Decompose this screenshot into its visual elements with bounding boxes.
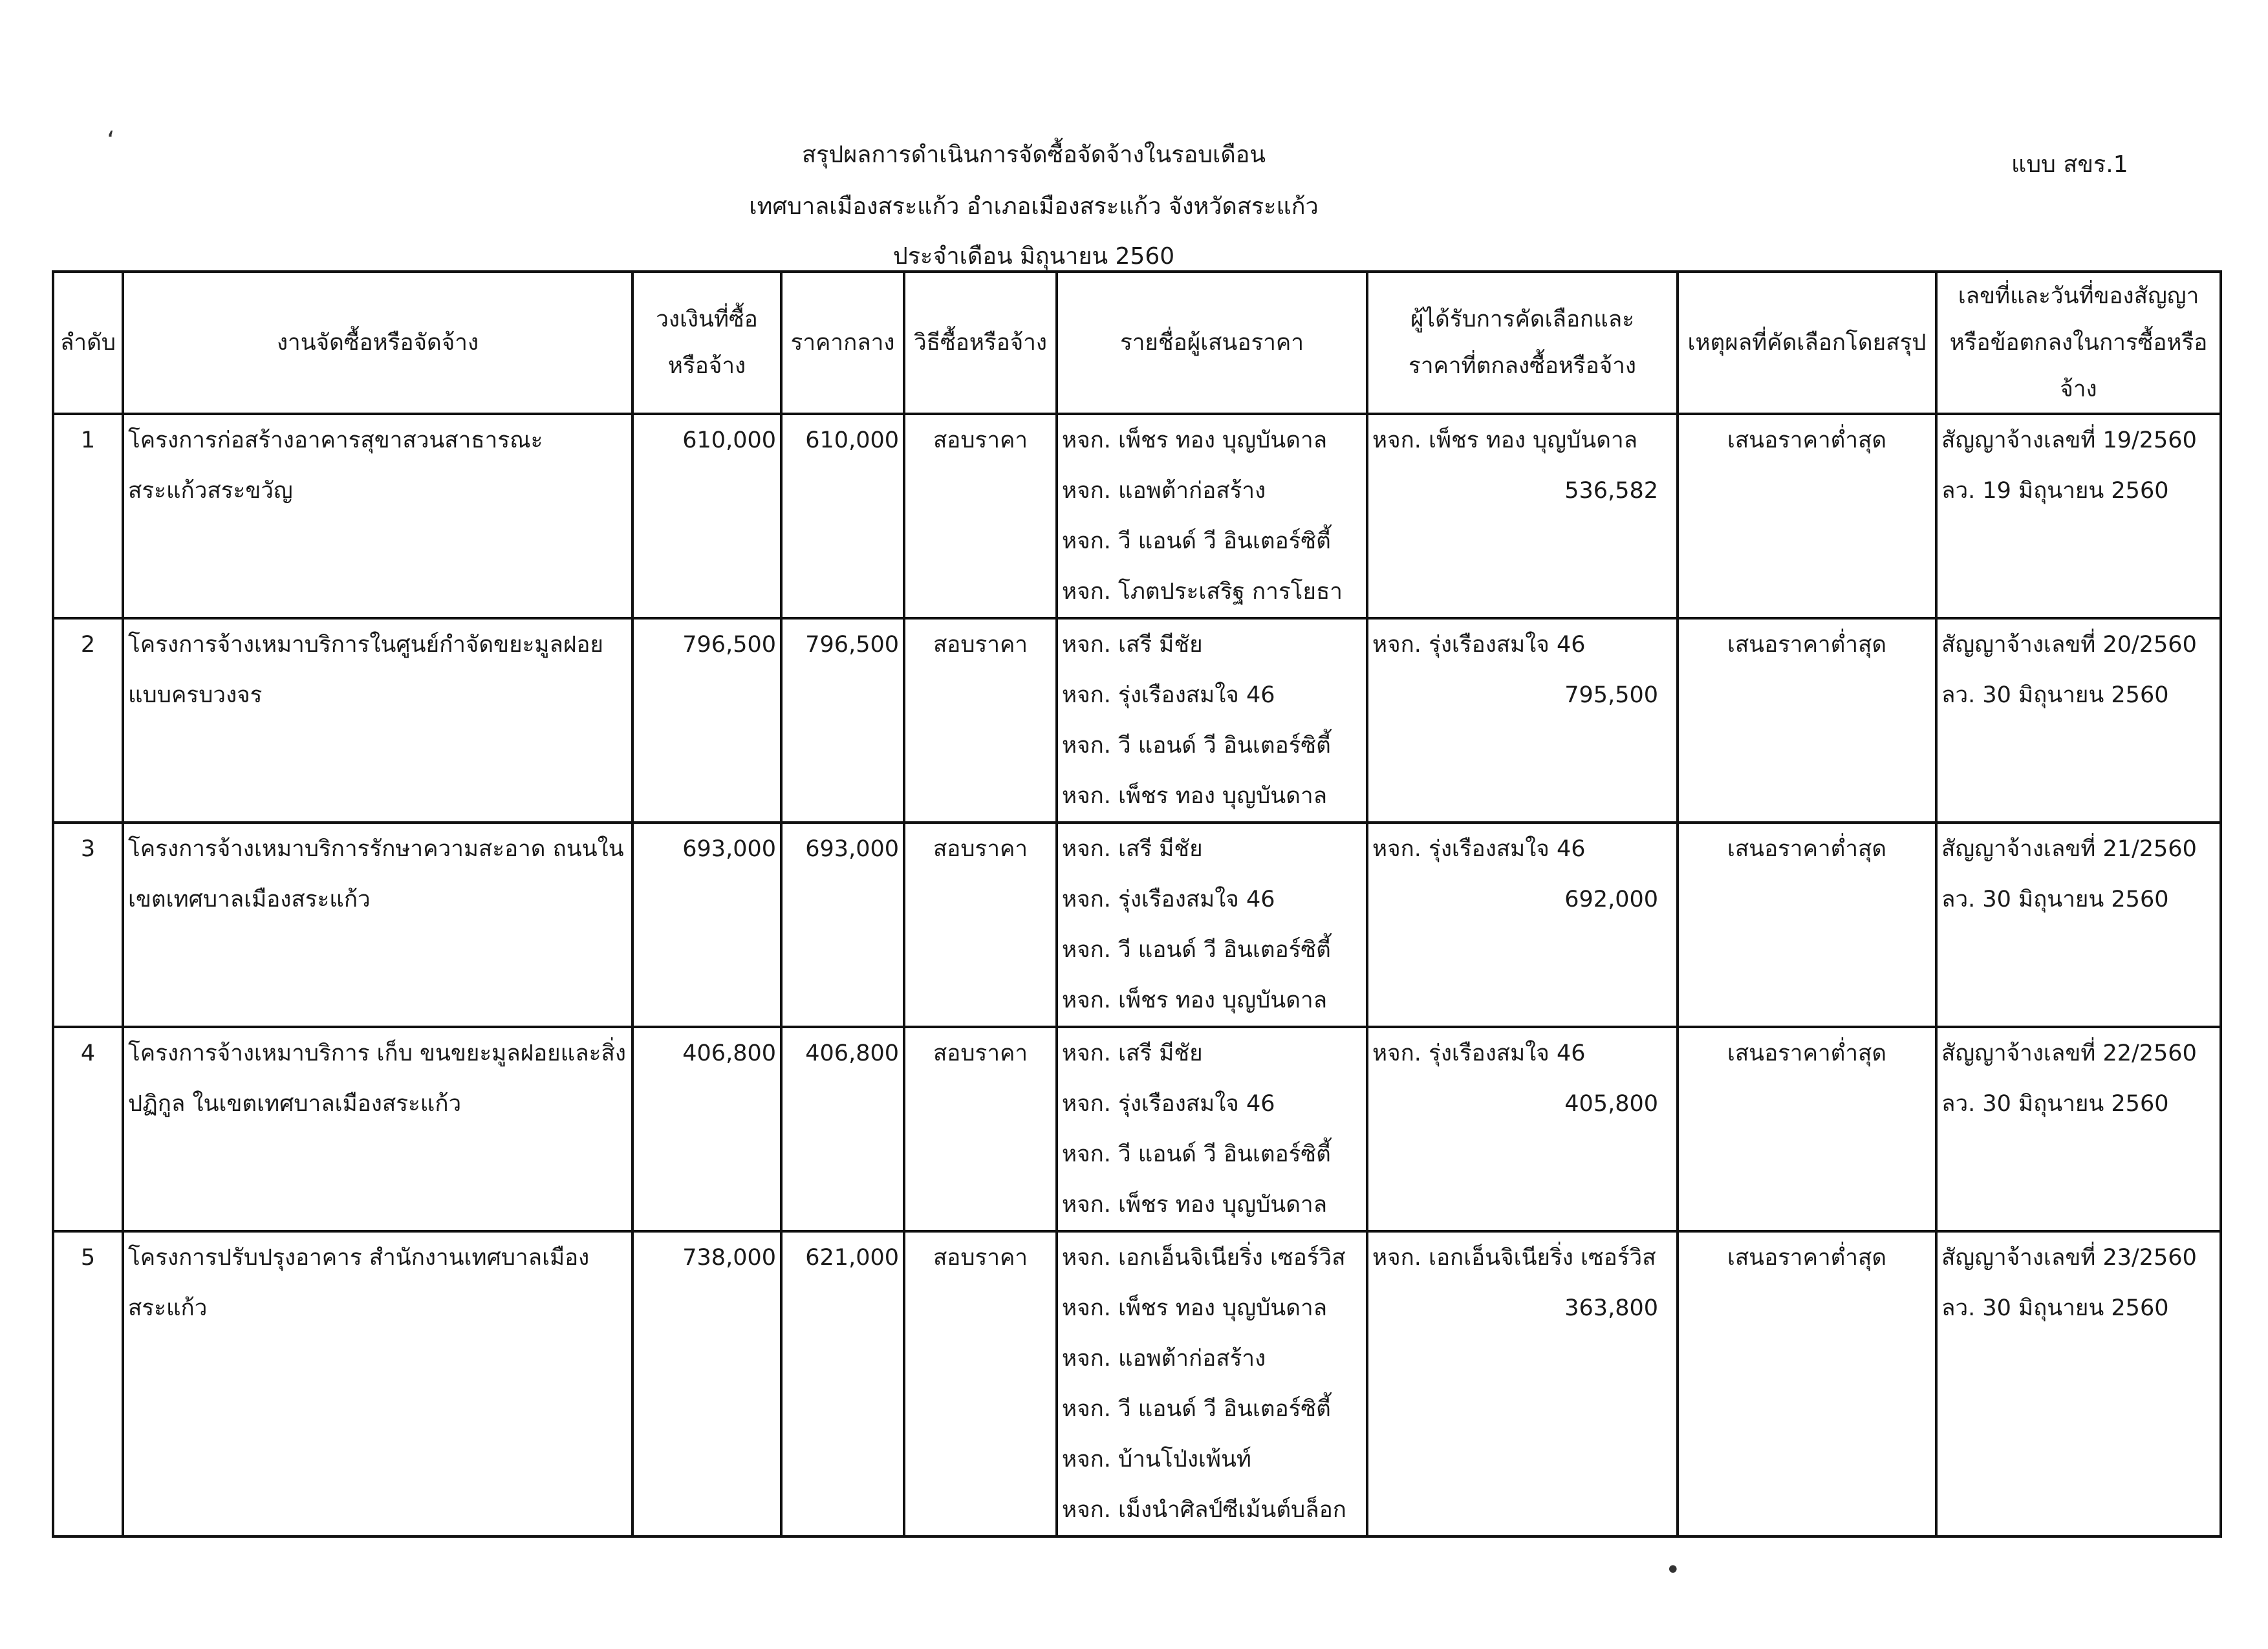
period-line: ประจำเดือน มิถุนายน 2560 bbox=[892, 243, 1175, 270]
col-header-winner: ผู้ได้รับการคัดเลือกและ ราคาที่ตกลงซื้อหรือจ้าง bbox=[1367, 272, 1678, 414]
scan-mark: ʻ bbox=[107, 126, 115, 156]
cell-contract: สัญญาจ้างเลขที่ 19/2560 ลว. 19 มิถุนายน 2560 bbox=[1936, 414, 2221, 618]
cell-no: 4 bbox=[53, 1027, 123, 1231]
cell-reason: เสนอราคาต่ำสุด bbox=[1678, 1231, 1936, 1536]
col-header-method: วิธีซื้อหรือจ้าง bbox=[904, 272, 1057, 414]
cell-project: โครงการปรับปรุงอาคาร สำนักงานเทศบาลเมืองสระแก้ว bbox=[123, 1231, 632, 1536]
cell-no: 2 bbox=[53, 618, 123, 823]
table-row bbox=[53, 1027, 2221, 1231]
municipality-line: เทศบาลเมืองสระแก้ว อำเภอเมืองสระแก้ว จังหวัดสระแก้ว bbox=[749, 193, 1319, 220]
col-header-project: งานจัดซื้อหรือจัดจ้าง bbox=[123, 272, 632, 414]
cell-method: สอบราคา bbox=[904, 618, 1057, 823]
cell-median-price: 406,800 bbox=[781, 1027, 904, 1231]
cell-project: โครงการก่อสร้างอาคารสุขาสวนสาธารณะ สระแก้วสระขวัญ bbox=[123, 414, 632, 618]
cell-reason: เสนอราคาต่ำสุด bbox=[1678, 414, 1936, 618]
cell-median-price: 610,000 bbox=[781, 414, 904, 618]
cell-method: สอบราคา bbox=[904, 1231, 1057, 1536]
cell-project: โครงการจ้างเหมาบริการ เก็บ ขนขยะมูลฝอยและสิ่งปฏิกูล ในเขตเทศบาลเมืองสระแก้ว bbox=[123, 1027, 632, 1231]
table-row bbox=[53, 618, 2221, 823]
cell-winner: หจก. เพ็ชร ทอง บุญบันดาล 536,582 bbox=[1367, 414, 1678, 618]
cell-winner: หจก. รุ่งเรืองสมใจ 46 795,500 bbox=[1367, 618, 1678, 823]
cell-contract: สัญญาจ้างเลขที่ 21/2560 ลว. 30 มิถุนายน 2560 bbox=[1936, 823, 2221, 1027]
cell-budget: 738,000 bbox=[632, 1231, 781, 1536]
cell-no: 1 bbox=[53, 414, 123, 618]
cell-budget: 796,500 bbox=[632, 618, 781, 823]
cell-project: โครงการจ้างเหมาบริการในศูนย์กำจัดขยะมูลฝอยแบบครบวงจร bbox=[123, 618, 632, 823]
cell-median-price: 621,000 bbox=[781, 1231, 904, 1536]
cell-winner: หจก. เอกเอ็นจิเนียริ่ง เซอร์วิส 363,800 bbox=[1367, 1231, 1678, 1536]
cell-bidders: หจก. เสรี มีชัย หจก. รุ่งเรืองสมใจ 46 หจก. วี แอนด์ วี อินเตอร์ซิตี้ หจก. เพ็ชร ทอง บุญบันดาล bbox=[1057, 618, 1367, 823]
cell-method: สอบราคา bbox=[904, 1027, 1057, 1231]
procurement-table bbox=[52, 270, 2222, 1538]
cell-bidders: หจก. เสรี มีชัย หจก. รุ่งเรืองสมใจ 46 หจก. วี แอนด์ วี อินเตอร์ซิตี้ หจก. เพ็ชร ทอง บุญบันดาล bbox=[1057, 1027, 1367, 1231]
cell-bidders: หจก. เอกเอ็นจิเนียริ่ง เซอร์วิส หจก. เพ็ชร ทอง บุญบันดาล หจก. แอพต้าก่อสร้าง หจก. วี แอนด์ วี อินเตอร์ซิตี้ หจก. บ้านโป่งเพ้นท์ หจก. เม็งนำศิลป์ซีเม้นต์บล็อก bbox=[1057, 1231, 1367, 1536]
col-header-contract: เลขที่และวันที่ของสัญญา หรือข้อตกลงในการซื้อหรือจ้าง bbox=[1936, 272, 2221, 414]
cell-method: สอบราคา bbox=[904, 823, 1057, 1027]
cell-budget: 406,800 bbox=[632, 1027, 781, 1231]
cell-bidders: หจก. เพ็ชร ทอง บุญบันดาล หจก. แอพต้าก่อสร้าง หจก. วี แอนด์ วี อินเตอร์ซิตี้ หจก. โภตประเสริฐ การโยธา bbox=[1057, 414, 1367, 618]
table-row bbox=[53, 823, 2221, 1027]
scan-dot: • bbox=[1665, 1555, 1681, 1585]
cell-bidders: หจก. เสรี มีชัย หจก. รุ่งเรืองสมใจ 46 หจก. วี แอนด์ วี อินเตอร์ซิตี้ หจก. เพ็ชร ทอง บุญบันดาล bbox=[1057, 823, 1367, 1027]
cell-contract: สัญญาจ้างเลขที่ 22/2560 ลว. 30 มิถุนายน 2560 bbox=[1936, 1027, 2221, 1231]
form-code: แบบ สขร.1 bbox=[2011, 151, 2128, 178]
cell-budget: 693,000 bbox=[632, 823, 781, 1027]
col-header-reason: เหตุผลที่คัดเลือกโดยสรุป bbox=[1678, 272, 1936, 414]
cell-median-price: 693,000 bbox=[781, 823, 904, 1027]
cell-reason: เสนอราคาต่ำสุด bbox=[1678, 823, 1936, 1027]
cell-budget: 610,000 bbox=[632, 414, 781, 618]
col-header-budget: วงเงินที่ซื้อ หรือจ้าง bbox=[632, 272, 781, 414]
cell-winner: หจก. รุ่งเรืองสมใจ 46 692,000 bbox=[1367, 823, 1678, 1027]
col-header-median: ราคากลาง bbox=[781, 272, 904, 414]
cell-reason: เสนอราคาต่ำสุด bbox=[1678, 1027, 1936, 1231]
table-header-row bbox=[53, 272, 2221, 414]
cell-contract: สัญญาจ้างเลขที่ 23/2560 ลว. 30 มิถุนายน 2560 bbox=[1936, 1231, 2221, 1536]
cell-method: สอบราคา bbox=[904, 414, 1057, 618]
cell-winner: หจก. รุ่งเรืองสมใจ 46 405,800 bbox=[1367, 1027, 1678, 1231]
table-row bbox=[53, 414, 2221, 618]
cell-reason: เสนอราคาต่ำสุด bbox=[1678, 618, 1936, 823]
document-title: สรุปผลการดำเนินการจัดซื้อจัดจ้างในรอบเดือน bbox=[802, 142, 1266, 168]
table-row bbox=[53, 1231, 2221, 1536]
col-header-no: ลำดับ bbox=[53, 272, 123, 414]
col-header-bidders: รายชื่อผู้เสนอราคา bbox=[1057, 272, 1367, 414]
cell-project: โครงการจ้างเหมาบริการรักษาความสะอาด ถนนในเขตเทศบาลเมืองสระแก้ว bbox=[123, 823, 632, 1027]
cell-median-price: 796,500 bbox=[781, 618, 904, 823]
cell-no: 5 bbox=[53, 1231, 123, 1536]
cell-contract: สัญญาจ้างเลขที่ 20/2560 ลว. 30 มิถุนายน 2560 bbox=[1936, 618, 2221, 823]
cell-no: 3 bbox=[53, 823, 123, 1027]
